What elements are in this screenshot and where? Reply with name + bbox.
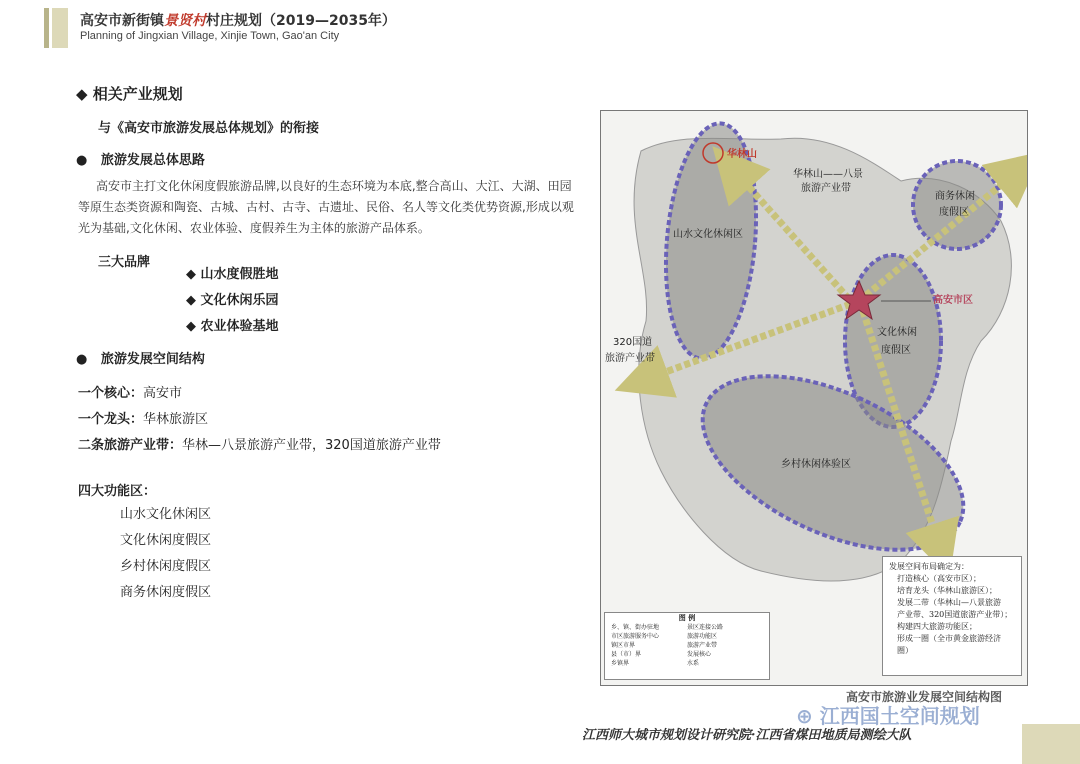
brand-item: ◆ 山水度假胜地 xyxy=(186,267,279,282)
section-subtitle: 与《高安市旅游发展总体规划》的衔接 xyxy=(98,121,320,136)
label-guodao: 旅游产业带 xyxy=(605,353,655,364)
diamond-icon: ◆ xyxy=(76,85,93,103)
heading-overall: ● 旅游发展总体思路 xyxy=(76,153,205,168)
section-title: ◆ 相关产业规划 xyxy=(76,85,183,103)
label-guodao: 320国道 xyxy=(613,337,653,348)
label-xiangcun: 乡村休闲体验区 xyxy=(781,459,851,470)
brand-item: ◆ 农业体验基地 xyxy=(186,319,279,334)
map-notes: 发展空间布局确定为： 打造核心（高安市区）； 培育龙头（华林山旅游区）； 发展二带（华林山—八景旅游 产业带、320国道旅游产业带）； 构建四大旅游功能区； 形成一圈（全市黄金旅游经济 圈） xyxy=(882,556,1022,676)
zone-item: 商务休闲度假区 xyxy=(120,585,212,600)
map-caption: 高安市旅游业发展空间结构图 xyxy=(846,690,1003,704)
footer-institutions: 江西师大城市规划设计研究院·江西省煤田地质局测绘大队 xyxy=(582,728,912,743)
zone-item: 文化休闲度假区 xyxy=(120,533,212,548)
diamond-icon: ◆ xyxy=(186,267,201,282)
overview-paragraph: 高安市主打文化休闲度假旅游品牌,以良好的生态环境为本底,整合高山、大江、大湖、田园等原生态类资源和陶瓷、古城、古村、古寺、古遗址、民俗、名人等文化类优势资源,形成以观光为基础,文化休闲、农业体验、度假养生为主体的旅游产品体系。 xyxy=(78,179,574,235)
header-bar-light xyxy=(52,8,68,48)
label-wenhua: 度假区 xyxy=(881,345,911,356)
dot-icon: ● xyxy=(76,352,101,367)
label-hualin: 华林山 xyxy=(727,149,757,160)
heading-structure: ● 旅游发展空间结构 xyxy=(76,352,205,367)
brand-item: ◆ 文化休闲乐园 xyxy=(186,293,279,308)
zones-label: 四大功能区： xyxy=(78,484,157,499)
village-name: 景贤村 xyxy=(164,13,206,29)
label-wenhua: 文化休闲 xyxy=(877,327,917,338)
page-subtitle: Planning of Jingxian Village, Xinjie Town, Gao'an City xyxy=(80,30,340,42)
map-legend: 图 例 乡、镇、街办驻地 景区连接公路 市区旅游服务中心 旅游功能区 镇区市界 旅游产业带 县（市）界 发展核心 乡镇界 水系 xyxy=(604,612,770,680)
label-shangwu: 商务休闲 xyxy=(935,191,975,202)
zone-item: 乡村休闲度假区 xyxy=(120,559,212,574)
label-gaoan: 高安市区 xyxy=(933,295,973,306)
label-shangwu: 度假区 xyxy=(939,207,969,218)
label-belt1: 华林山——八景 xyxy=(793,169,863,180)
dot-icon: ● xyxy=(76,153,101,168)
diamond-icon: ◆ xyxy=(186,293,201,308)
diamond-icon: ◆ xyxy=(186,319,201,334)
zone-shangwu xyxy=(913,161,1001,249)
zone-item: 山水文化休闲区 xyxy=(120,507,212,522)
corner-bar xyxy=(1022,724,1080,764)
watermark: ⊕ 江西国土空间规划 xyxy=(796,704,980,728)
label-belt1: 旅游产业带 xyxy=(801,183,851,194)
belts-line: 二条旅游产业带：华林—八景旅游产业带，320国道旅游产业带 xyxy=(78,438,441,453)
brands-label: 三大品牌 xyxy=(98,255,151,270)
header-bar xyxy=(44,8,49,48)
page-title: 高安市新街镇景贤村村庄规划（2019—2035年） xyxy=(80,13,396,29)
label-shanshui: 山水文化休闲区 xyxy=(673,229,743,240)
wechat-icon: ⊕ xyxy=(796,704,820,728)
core-line: 一个核心：高安市 xyxy=(78,386,183,401)
head-line: 一个龙头：华林旅游区 xyxy=(78,412,209,427)
